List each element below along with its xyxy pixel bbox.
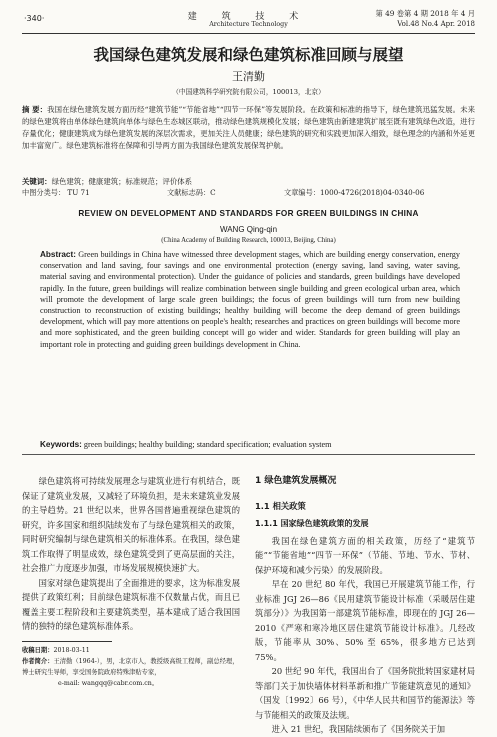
section-divider <box>22 454 475 455</box>
abstract-text: 我国在绿色建筑发展方面历经“建筑节能”“节能省地”“四节一环保”等发展阶段。在政策和标准的指导下，绿色建筑迅猛发展。未来的绿色建筑将由单体绿色建筑向单体与绿色生态城区联动，推动绿色建筑规模化发展；绿色建筑由新建建筑扩展至既有建筑绿色改造，进行存量优化；健康建筑成为绿色建筑发展的深层次需求，更加关注人员健康；绿色建筑的研究和实践更加深入细致，绿色理念的内涵和外延更加丰富宽广。绿色建筑标准将在保障和引导两方面为我国绿色建筑发展保驾护航。 <box>22 105 475 150</box>
author-email: e-mail: wangqq@cabr.com.cn。 <box>58 680 159 687</box>
author-bio-label: 作者简介： <box>22 658 54 665</box>
affiliation-en: (China Academy of Building Research, 100013, Beijing, China) <box>161 237 336 244</box>
clc-number: 中图分类号： TU 71 <box>22 188 90 197</box>
keywords-en <box>40 440 460 449</box>
body-paragraph: 绿色建筑将可持续发展理念与建筑业进行有机结合，既保证了建筑业发展，又减轻了环境负担，是未来建筑业发展的主导趋势。21 世纪以来，世界各国普遍重视绿色建筑的研究，许多国家和组织陆续发布了与绿色建筑相关的政策，同时研究编制与绿色建筑相关的标准体系。在我国，绿色建筑工作取得了明显成效，绿色建筑受到了更高层面的关注，社会推广力度逐步加强，市场发展规模快速扩大。 <box>22 476 240 573</box>
keywords-text: 绿色建筑；健康建筑；标准规范；评价体系 <box>51 177 193 186</box>
body-right-column <box>255 474 475 737</box>
article-title-cn: 我国绿色建筑发展和绿色建筑标准回顾与展望 <box>93 46 404 64</box>
keywords-en-label: Keywords: <box>40 440 82 449</box>
received-date: 2018-03-11 <box>53 647 90 654</box>
keywords-label: 关键词： <box>22 177 52 186</box>
page-number: ·340· <box>24 14 45 23</box>
volume-info-en: Vol.48 No.4 Apr. 2018 <box>397 20 475 28</box>
journal-title-en: Architecture Technology <box>209 21 288 28</box>
author-cn: 王清勤 <box>232 70 265 83</box>
body-paragraph: 进入 21 世纪，我国陆续颁布了《国务院关于加 <box>271 724 446 734</box>
section-heading-1: 1 绿色建筑发展概况 <box>255 476 337 486</box>
journal-title-cn: 建 筑 技 术 <box>187 12 310 22</box>
document-code: 文献标志码：C <box>167 188 216 197</box>
keywords-en-text: green buildings; healthy building; standard specification; evaluation system <box>83 440 332 449</box>
section-heading-1-1-1: 1.1.1 国家绿色建筑政策的发展 <box>255 519 369 528</box>
section-heading-1-1: 1.1 相关政策 <box>255 500 306 511</box>
received-label: 收稿日期： <box>22 647 54 654</box>
body-left-column <box>22 474 240 634</box>
abstract-cn <box>22 104 475 152</box>
body-paragraph: 早在 20 世纪 80 年代，我国已开展建筑节能工作，行业标准 JGJ 26—86《民用建筑节能设计标准（采暖居住建筑部分）》为我国第一部建筑节能标准，即现在的 JGJ 26—2010《严寒和寒冷地区居住建筑节能设计标准》。几经改版，节能率从 30%、50% 至 65%，很多地方已达到 75%。 <box>255 579 475 662</box>
footnote <box>22 645 240 689</box>
body-paragraph: 20 世纪 90 年代，我国出台了《国务院批转国家建材局等部门关于加快墙体材料革新和推广节能建筑意见的通知》（国发〔1992〕66 号），《中华人民共和国节约能源法》等与节能相关的政策及法规。 <box>255 666 475 720</box>
abstract-en-text: Green buildings in China have witnessed three development stages, which are building energy conservation, energy conservation and land saving, four savings and one environmental protection (energy saving, land saving, water saving, material saving and environmental protection). Under the guidance of policies and standards, green buildings have developed rapidly. In the future, green buildings will realize combination between single building and green ecological urban area, which will promote the development of large scale green buildings; the focus of green buildings will turn from new building construction to reconstruction of existing buildings; healthy building will become the deep demand of green buildings development, which will pay more attentions on people's health; researches and practices on green buildings will become more and more sophisticated, and the green building concept will go wider and wider. Standards for green building will play an important role in protecting and guiding green buildings development in China. <box>40 250 460 349</box>
footnote-rule <box>22 641 112 642</box>
volume-info-cn: 第 49 卷第 4 期 2018 年 4 月 <box>375 9 475 18</box>
abstract-en <box>40 249 460 350</box>
article-title-en: REVIEW ON DEVELOPMENT AND STANDARDS FOR GREEN BUILDINGS IN CHINA <box>78 209 419 218</box>
article-number: 文章编号：1000-4726(2018)04-0340-06 <box>284 188 425 197</box>
author-bio: 王清勤（1964-），男，北京市人，教授级高级工程师，副总经理，博士研究生导师，享受国务院政府特殊津贴专家， <box>22 658 239 676</box>
journal-header <box>22 7 475 34</box>
abstract-en-label: Abstract: <box>40 250 76 259</box>
abstract-label: 摘 要： <box>22 105 48 114</box>
affiliation-cn: （中国建筑科学研究院有限公司，100013，北京） <box>172 88 325 96</box>
body-paragraph: 国家对绿色建筑提出了全面推进的要求，这为标准发展提供了政策红利；目前绿色建筑标准不仅数量占优，而且已覆盖主要工程阶段和主要建筑类型，基本建成了适合我国国情的独特的绿色建筑标准体系。 <box>22 577 240 631</box>
keywords-cn <box>22 176 192 187</box>
body-paragraph: 我国在绿色建筑方面的相关政策，历经了“建筑节能”“节能省地”“四节一环保”（节能、节地、节水、节材、保护环境和减少污染）的发展阶段。 <box>255 535 475 575</box>
author-en: WANG Qing-qin <box>219 225 278 234</box>
